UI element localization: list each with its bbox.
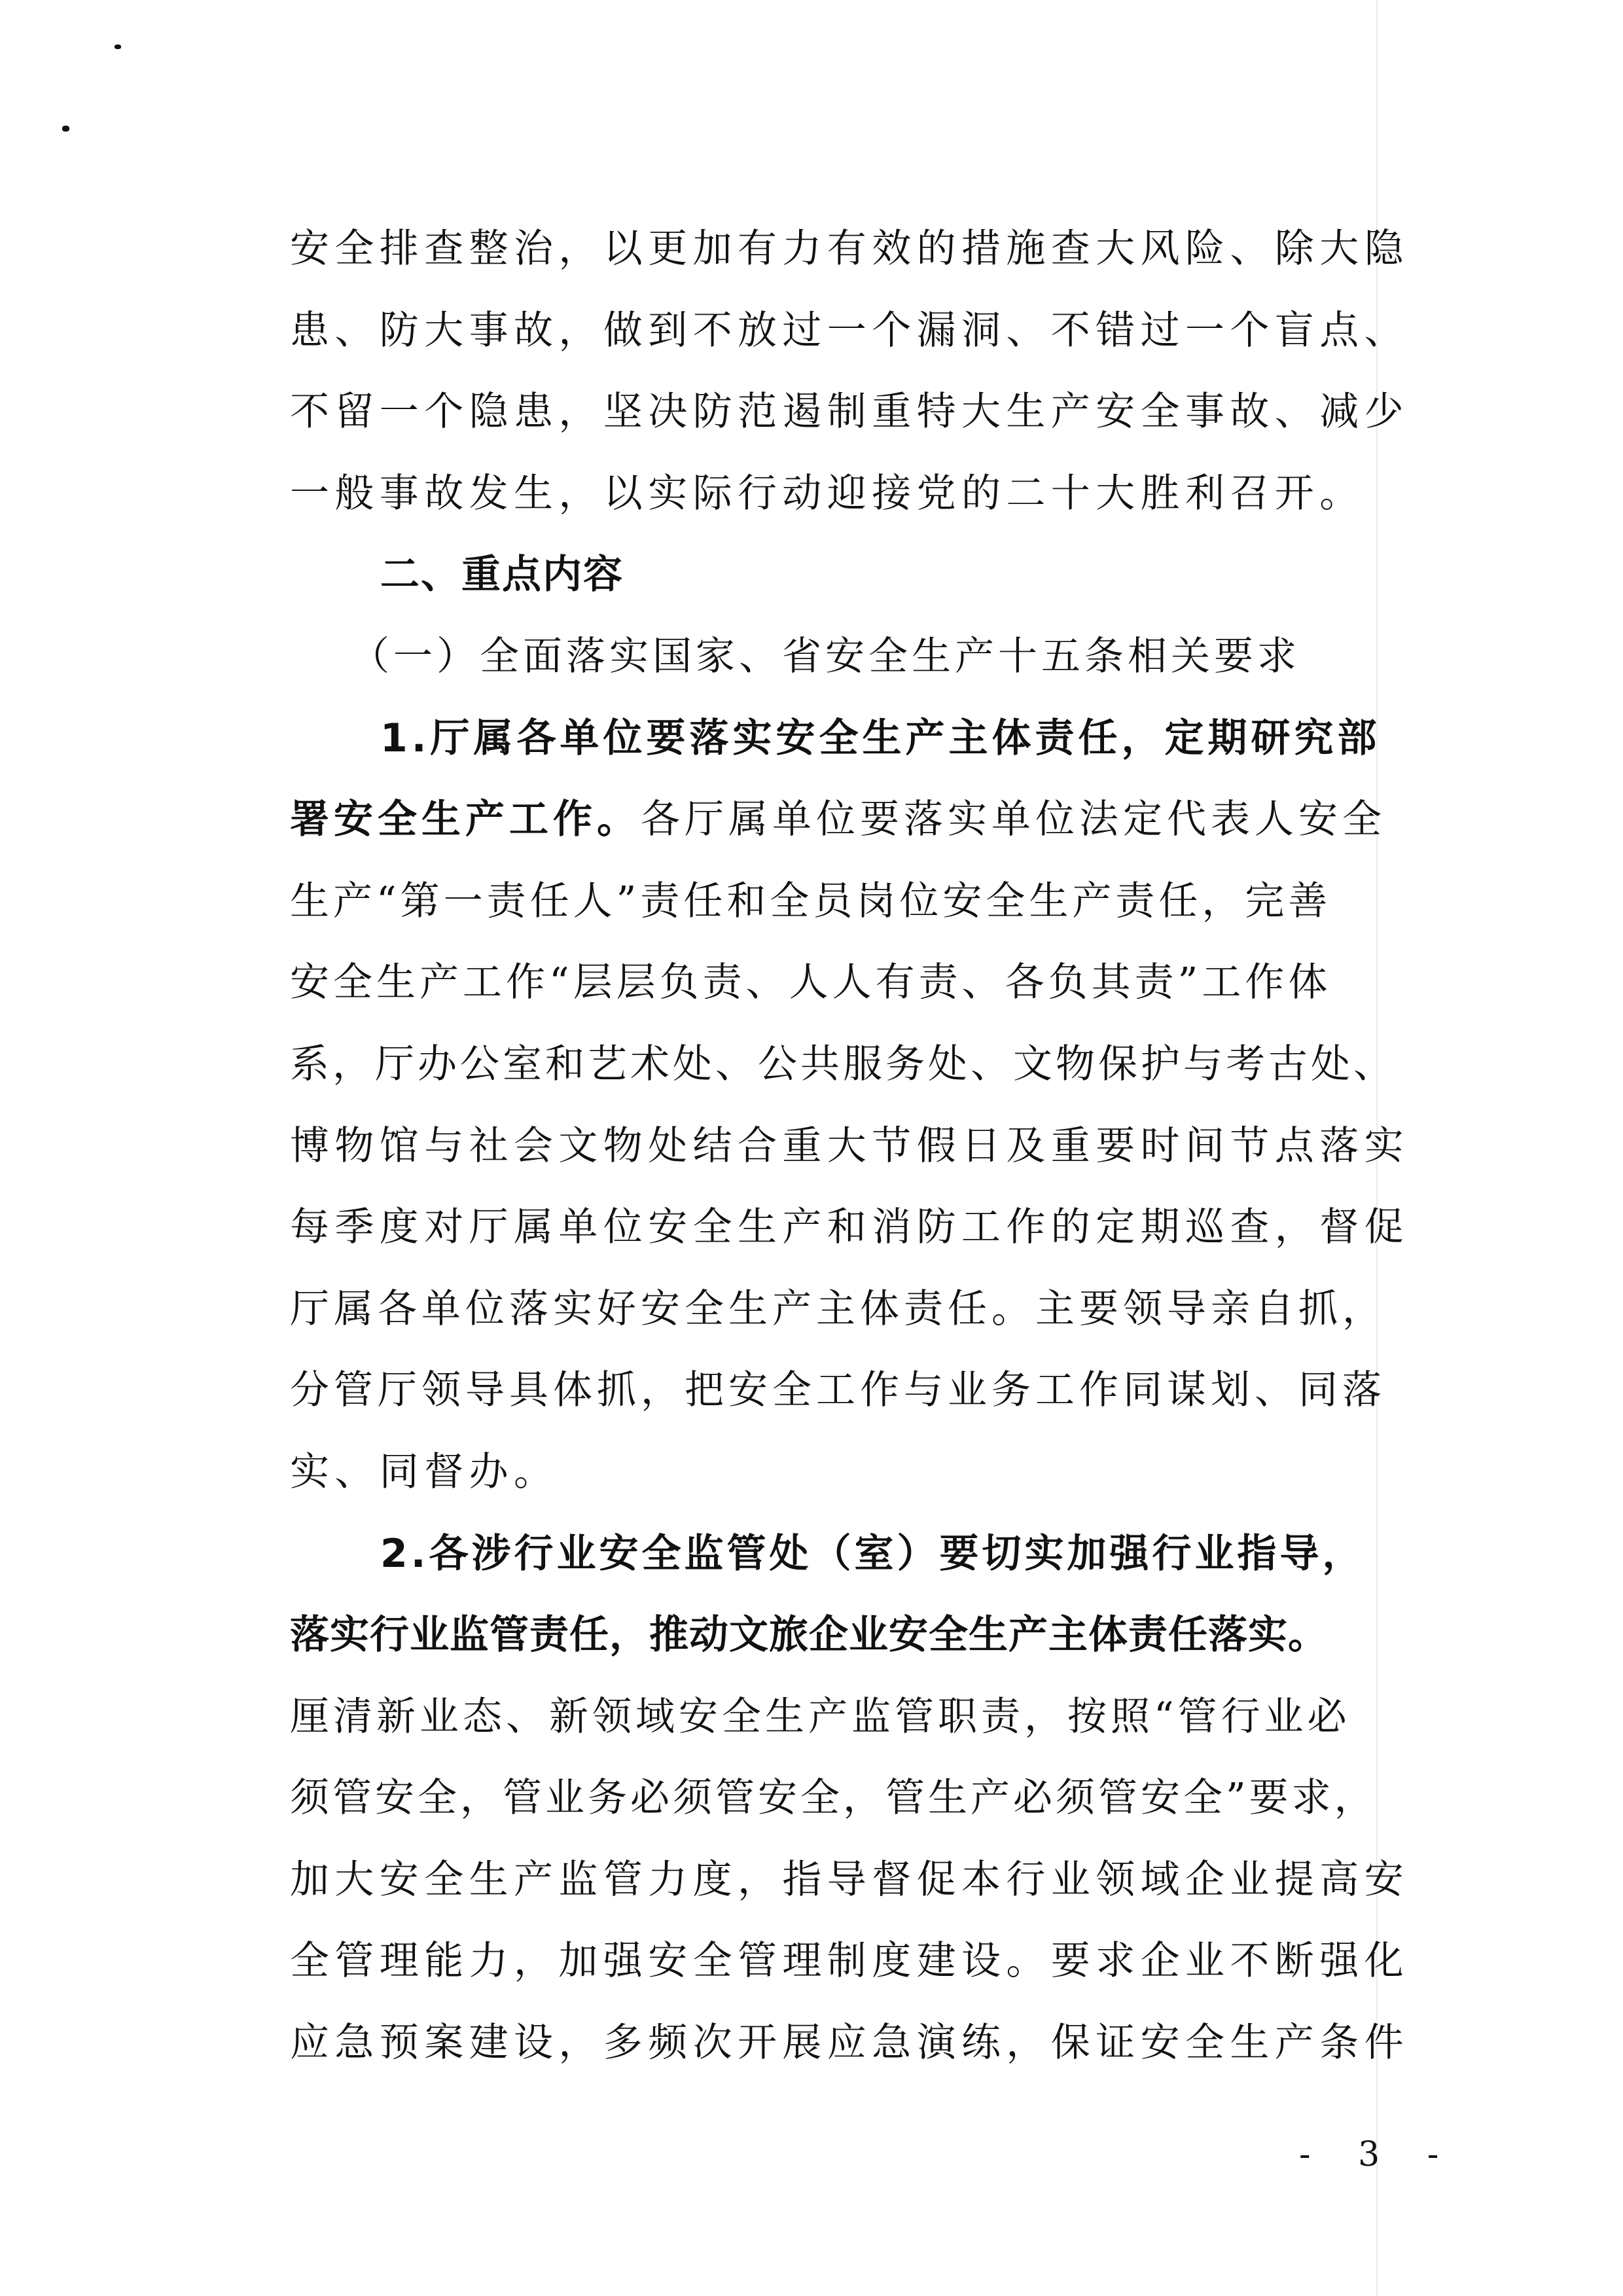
paragraph-line: 加大安全生产监管力度，指导督促本行业领域企业提高安 — [290, 1856, 1409, 1903]
paragraph-line: 实、同督办。 — [290, 1448, 559, 1495]
scan-speck — [62, 126, 69, 132]
page-number: - 3 - — [1299, 2135, 1457, 2174]
section-heading: 二、重点内容 — [380, 552, 624, 598]
paragraph-line: 须管安全，管业务必须管安全，管生产必须管安全”要求， — [290, 1775, 1377, 1821]
paragraph-line: 安全排查整治，以更加有力有效的措施查大风险、除大隐 — [290, 226, 1409, 272]
paragraph-line: 分管厅领导具体抓，把安全工作与业务工作同谋划、同落 — [290, 1367, 1386, 1414]
paragraph-line: 应急预案建设，多频次开展应急演练，保证安全生产条件 — [290, 2020, 1409, 2066]
paragraph-line: 博物馆与社会文物处结合重大节假日及重要时间节点落实 — [290, 1122, 1409, 1169]
item1-title-line2 — [290, 779, 1396, 861]
scan-speck — [115, 45, 121, 49]
body-text — [290, 208, 1409, 2084]
item1-title-bold: 署安全生产工作。 — [290, 797, 641, 843]
paragraph-line: 不留一个隐患，坚决防范遏制重特大生产安全事故、减少 — [290, 389, 1409, 435]
paragraph-line: 厘清新业态、新领域安全生产监管职责，按照“管行业必 — [290, 1693, 1351, 1740]
paragraph-line: 每季度对厅属单位安全生产和消防工作的定期巡查，督促 — [290, 1204, 1409, 1251]
paragraph-line: 系，厅办公室和艺术处、公共服务处、文物保护与考古处、 — [290, 1041, 1396, 1087]
paragraph-line: 全管理能力，加强安全管理制度建设。要求企业不断强化 — [290, 1938, 1409, 1984]
item2-title-line1: 2.各涉行业安全监管处（室）要切实加强行业指导， — [380, 1530, 1365, 1577]
item2-title-line2: 落实行业监管责任，推动文旅企业安全生产主体责任落实。 — [290, 1612, 1328, 1659]
paragraph-line: 安全生产工作“层层负责、人人有责、各负其责”工作体 — [290, 960, 1332, 1006]
item1-title-line1: 1.厅属各单位要落实安全生产主体责任，定期研究部 — [380, 715, 1381, 761]
paragraph-line: 患、防大事故，做到不放过一个漏洞、不错过一个盲点、 — [290, 307, 1409, 353]
paragraph-line: 一般事故发生，以实际行动迎接党的二十大胜利召开。 — [290, 470, 1364, 516]
subsection-heading: （一）全面落实国家、省安全生产十五条相关要求 — [350, 633, 1300, 679]
paragraph-line: 生产“第一责任人”责任和全员岗位安全生产责任，完善 — [290, 878, 1332, 924]
item1-text: 各厅属单位要落实单位法定代表人安全 — [641, 797, 1386, 843]
paragraph-line: 厅属各单位落实好安全生产主体责任。主要领导亲自抓， — [290, 1285, 1386, 1332]
